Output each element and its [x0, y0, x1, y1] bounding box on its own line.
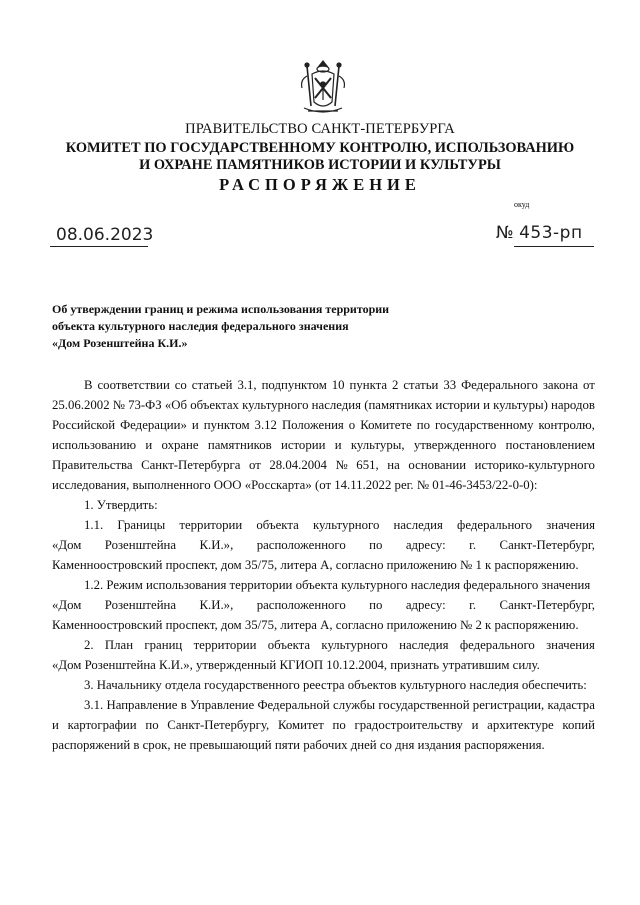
word: 1.1. — [84, 518, 104, 532]
okud-label: окуд — [514, 200, 530, 209]
word: «Дом — [52, 598, 82, 612]
word: значения — [546, 638, 595, 652]
word: истории — [435, 398, 480, 412]
text-line: 1.2. Режим использования территории объекта культурного наследия федерального значения — [84, 578, 591, 592]
word: Федерального — [461, 378, 538, 392]
word: Российской — [52, 418, 116, 432]
word: памятников — [207, 438, 272, 452]
justified-line — [52, 635, 595, 655]
word: службы — [333, 698, 376, 712]
word: Комитете — [360, 418, 412, 432]
word: 3.1. — [84, 698, 104, 712]
document-body — [52, 375, 595, 755]
justified-line — [52, 535, 595, 555]
word: и — [52, 718, 59, 732]
word: «Дом — [52, 538, 82, 552]
word: народов — [550, 398, 595, 412]
justified-line — [52, 415, 595, 435]
text-line: «Дом Розенштейна К.И.», утвержденный КГИОП 10.12.2004, признать утратившим силу. — [52, 658, 540, 672]
word: постановлением — [505, 438, 595, 452]
number-underline — [514, 246, 594, 247]
word: утвержденного — [413, 438, 497, 452]
word: № — [335, 458, 348, 472]
paragraph-approve: 1. Утвердить: — [84, 498, 158, 512]
word: от — [248, 458, 261, 472]
word: (памятниках — [364, 398, 433, 412]
word: по — [369, 538, 383, 552]
word: Комитет — [277, 718, 324, 732]
word: № — [112, 398, 125, 412]
word: 3.12 — [254, 418, 277, 432]
word: Розенштейна — [104, 598, 177, 612]
text-line: исследования, выполненного ООО «Росскарта» (от 14.11.2022 рег. № 01-46-3453/22-0-0): — [52, 478, 538, 492]
justified-line — [52, 595, 595, 615]
word: основании — [408, 458, 467, 472]
word: о — [348, 418, 356, 432]
word: от — [582, 378, 595, 392]
subject-line: Об утверждении границ и режима использования территории — [52, 302, 390, 316]
word: Положения — [281, 418, 344, 432]
word: истории — [280, 438, 326, 452]
word: статьи — [403, 378, 439, 392]
word: 28.04.2004 — [269, 458, 327, 472]
word: К.И.», — [199, 598, 234, 612]
word: и — [334, 438, 342, 452]
word: Санкт-Петербурга — [141, 458, 241, 472]
justified-line — [52, 395, 595, 415]
word: и — [483, 398, 490, 412]
word: 10 — [331, 378, 345, 392]
word: 2. — [84, 638, 94, 652]
committee-name-line-1: КОМИТЕТ ПО ГОСУДАРСТВЕННОМУ КОНТРОЛЮ, ИСПОЛЬЗОВАНИЮ — [65, 140, 575, 156]
word: Санкт-Петербург, — [499, 538, 595, 552]
word: г. — [469, 538, 477, 552]
word: границ — [144, 638, 183, 652]
word: по — [416, 418, 430, 432]
word: и — [145, 438, 153, 452]
text-line: Каменноостровский проспект, дом 35/75, литера А, согласно приложению № 1 к распоряжению. — [52, 558, 579, 572]
word: наследия — [311, 398, 362, 412]
word: культурного — [242, 398, 309, 412]
number-value: 453-рп — [519, 223, 583, 243]
paragraph-3-1 — [52, 695, 595, 755]
date-underline — [50, 246, 148, 247]
word: и — [191, 418, 199, 432]
word: соответствии — [97, 378, 170, 392]
word: кадастра — [547, 698, 595, 712]
word: копий — [562, 718, 595, 732]
document-subject — [52, 301, 389, 352]
word: В — [84, 378, 93, 392]
word: План — [104, 638, 134, 652]
document-date: 08.06.2023 — [56, 225, 154, 245]
word: 33 — [443, 378, 457, 392]
paragraph-1-1 — [52, 515, 595, 575]
word: адресу: — [405, 538, 446, 552]
word: Направление — [106, 698, 178, 712]
word: Розенштейна — [104, 538, 177, 552]
word: со — [174, 378, 187, 392]
justified-line — [52, 375, 595, 395]
word: Границы — [117, 518, 166, 532]
word: пунктом — [203, 418, 250, 432]
document-number — [496, 223, 583, 243]
word: объекта — [267, 638, 311, 652]
word: расположенного — [256, 598, 346, 612]
word: градостроительству — [354, 718, 463, 732]
word: наследия — [399, 638, 449, 652]
word: культуры, — [350, 438, 405, 452]
word: Санкт-Петербургу, — [167, 718, 270, 732]
word: по — [145, 718, 159, 732]
word: регистрации, — [472, 698, 545, 712]
word: по — [332, 718, 346, 732]
word: статьей — [191, 378, 233, 392]
document-type: РАСПОРЯЖЕНИЕ — [219, 175, 421, 194]
word: Правительства — [52, 458, 133, 472]
committee-name-line-2: И ОХРАНЕ ПАМЯТНИКОВ ИСТОРИИ И КУЛЬТУРЫ — [139, 157, 501, 173]
justified-line — [52, 695, 595, 715]
word: закона — [542, 378, 579, 392]
word: расположенного — [256, 538, 346, 552]
paragraph-2 — [52, 635, 595, 675]
word: Санкт-Петербург, — [499, 598, 595, 612]
paragraph-1-2 — [52, 575, 595, 635]
word: значения — [546, 518, 595, 532]
justified-line — [52, 715, 595, 735]
word: «Об — [164, 398, 188, 412]
word: архитектуре — [487, 718, 554, 732]
word: государственной — [378, 698, 470, 712]
subject-line: «Дом Розенштейна К.И.» — [52, 336, 188, 350]
coat-of-arms-icon — [298, 58, 348, 116]
word: культурного — [312, 518, 380, 532]
text-line: Каменноостровский проспект, дом 35/75, литера А, согласно приложению № 2 к распоряжению. — [52, 618, 579, 632]
word: культурного — [321, 638, 388, 652]
word: на — [387, 458, 400, 472]
word: объекта — [256, 518, 299, 532]
government-name: ПРАВИТЕЛЬСТВО САНКТ-ПЕТЕРБУРГА — [185, 121, 455, 137]
number-prefix: № — [496, 223, 514, 243]
justified-line — [52, 455, 595, 475]
word: территории — [179, 518, 243, 532]
paragraph-3: 3. Начальнику отдела государственного реестра объектов культурного наследия обеспечить: — [84, 678, 587, 692]
word: культуры) — [493, 398, 548, 412]
paragraph-preamble — [52, 375, 595, 495]
word: государственному — [434, 418, 534, 432]
word: федерального — [457, 518, 533, 532]
word: контролю, — [538, 418, 595, 432]
word: 25.06.2002 — [52, 398, 110, 412]
word: использованию — [52, 438, 137, 452]
word: 3.1, — [237, 378, 257, 392]
word: в — [180, 698, 187, 712]
word: объектах — [190, 398, 239, 412]
word: наследия — [393, 518, 443, 532]
word: по — [369, 598, 383, 612]
word: 651, — [356, 458, 379, 472]
word: охране — [161, 438, 199, 452]
word: картографии — [67, 718, 137, 732]
subject-line: объекта культурного наследия федерального значения — [52, 319, 349, 333]
word: 2 — [391, 378, 399, 392]
word: историко-культурного — [474, 458, 595, 472]
word: территории — [193, 638, 257, 652]
word: К.И.», — [199, 538, 234, 552]
word: Управление — [190, 698, 255, 712]
word: адресу: — [405, 598, 446, 612]
justified-line — [52, 515, 595, 535]
word: подпунктом — [261, 378, 327, 392]
text-line: распоряжений в срок, не превышающий пяти рабочих дней со дня издания распоряжения. — [52, 738, 545, 752]
justified-line — [52, 435, 595, 455]
word: и — [471, 718, 479, 732]
word: пункта — [349, 378, 388, 392]
word: 73-ФЗ — [128, 398, 162, 412]
word: Федерации» — [120, 418, 187, 432]
word: г. — [469, 598, 477, 612]
word: Федеральной — [257, 698, 330, 712]
word: федерального — [459, 638, 535, 652]
